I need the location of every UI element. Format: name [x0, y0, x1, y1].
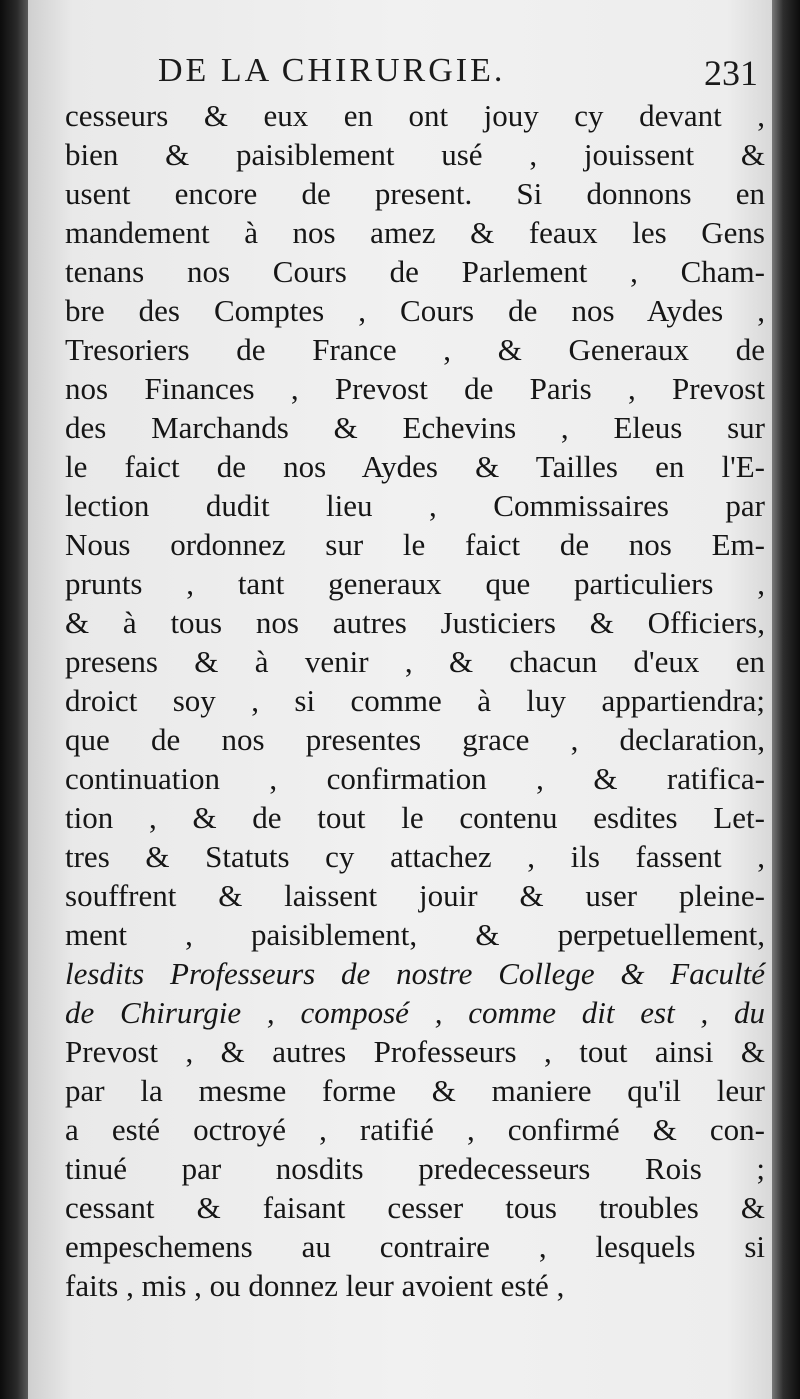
text-line: des Marchands & Echevins , Eleus sur — [65, 410, 765, 445]
text-line: le faict de nos Aydes & Tailles en l'E- — [65, 449, 765, 484]
text-line: Nous ordonnez sur le faict de nos Em- — [65, 527, 765, 562]
text-line: a esté octroyé , ratifié , confirmé & con- — [65, 1112, 765, 1147]
text-line: faits , mis , ou donnez leur avoient esté , — [65, 1268, 565, 1303]
body-text — [65, 96, 765, 1305]
text-line: bien & paisiblement usé , jouissent & — [65, 137, 765, 172]
page-header — [158, 52, 758, 98]
text-line: ment , paisiblement, & perpetuellement, — [65, 917, 765, 952]
text-line: mandement à nos amez & feaux les Gens — [65, 215, 765, 250]
text-line: lection dudit lieu , Commissaires par — [65, 488, 765, 523]
text-line: cessant & faisant cesser tous troubles & — [65, 1190, 765, 1225]
text-line: empeschemens au contraire , lesquels si — [65, 1229, 765, 1264]
page-gutter-right — [772, 0, 800, 1399]
text-line: prunts , tant generaux que particuliers , — [65, 566, 765, 601]
text-line: tres & Statuts cy attachez , ils fassent , — [65, 839, 765, 874]
page-number: 231 — [704, 53, 758, 93]
text-line: & à tous nos autres Justiciers & Officiers, — [65, 605, 765, 640]
text-line: Prevost , & autres Professeurs , tout ainsi & — [65, 1034, 765, 1069]
text-line: souffrent & laissent jouir & user pleine- — [65, 878, 765, 913]
page-gutter-left — [0, 0, 28, 1399]
text-line: cesseurs & eux en ont jouy cy devant , — [65, 98, 765, 133]
text-line-italic: de Chirurgie , composé , comme dit est , du — [65, 995, 765, 1030]
text-line: bre des Comptes , Cours de nos Aydes , — [65, 293, 765, 328]
running-head: DE LA CHIRURGIE. — [158, 52, 506, 89]
text-line: par la mesme forme & maniere qu'il leur — [65, 1073, 765, 1108]
text-line-italic: lesdits Professeurs de nostre College & Faculté — [65, 956, 765, 991]
text-line: tinué par nosdits predecesseurs Rois ; — [65, 1151, 765, 1186]
text-line: usent encore de present. Si donnons en — [65, 176, 765, 211]
text-line: Tresoriers de France , & Generaux de — [65, 332, 765, 367]
text-line: tion , & de tout le contenu esdites Let- — [65, 800, 765, 835]
text-line: droict soy , si comme à luy appartiendra; — [65, 683, 765, 718]
text-line: nos Finances , Prevost de Paris , Prevost — [65, 371, 765, 406]
text-line: tenans nos Cours de Parlement , Cham- — [65, 254, 765, 289]
text-line: presens & à venir , & chacun d'eux en — [65, 644, 765, 679]
text-line: continuation , confirmation , & ratifica- — [65, 761, 765, 796]
text-line: que de nos presentes grace , declaration, — [65, 722, 765, 757]
book-page — [28, 0, 772, 1399]
